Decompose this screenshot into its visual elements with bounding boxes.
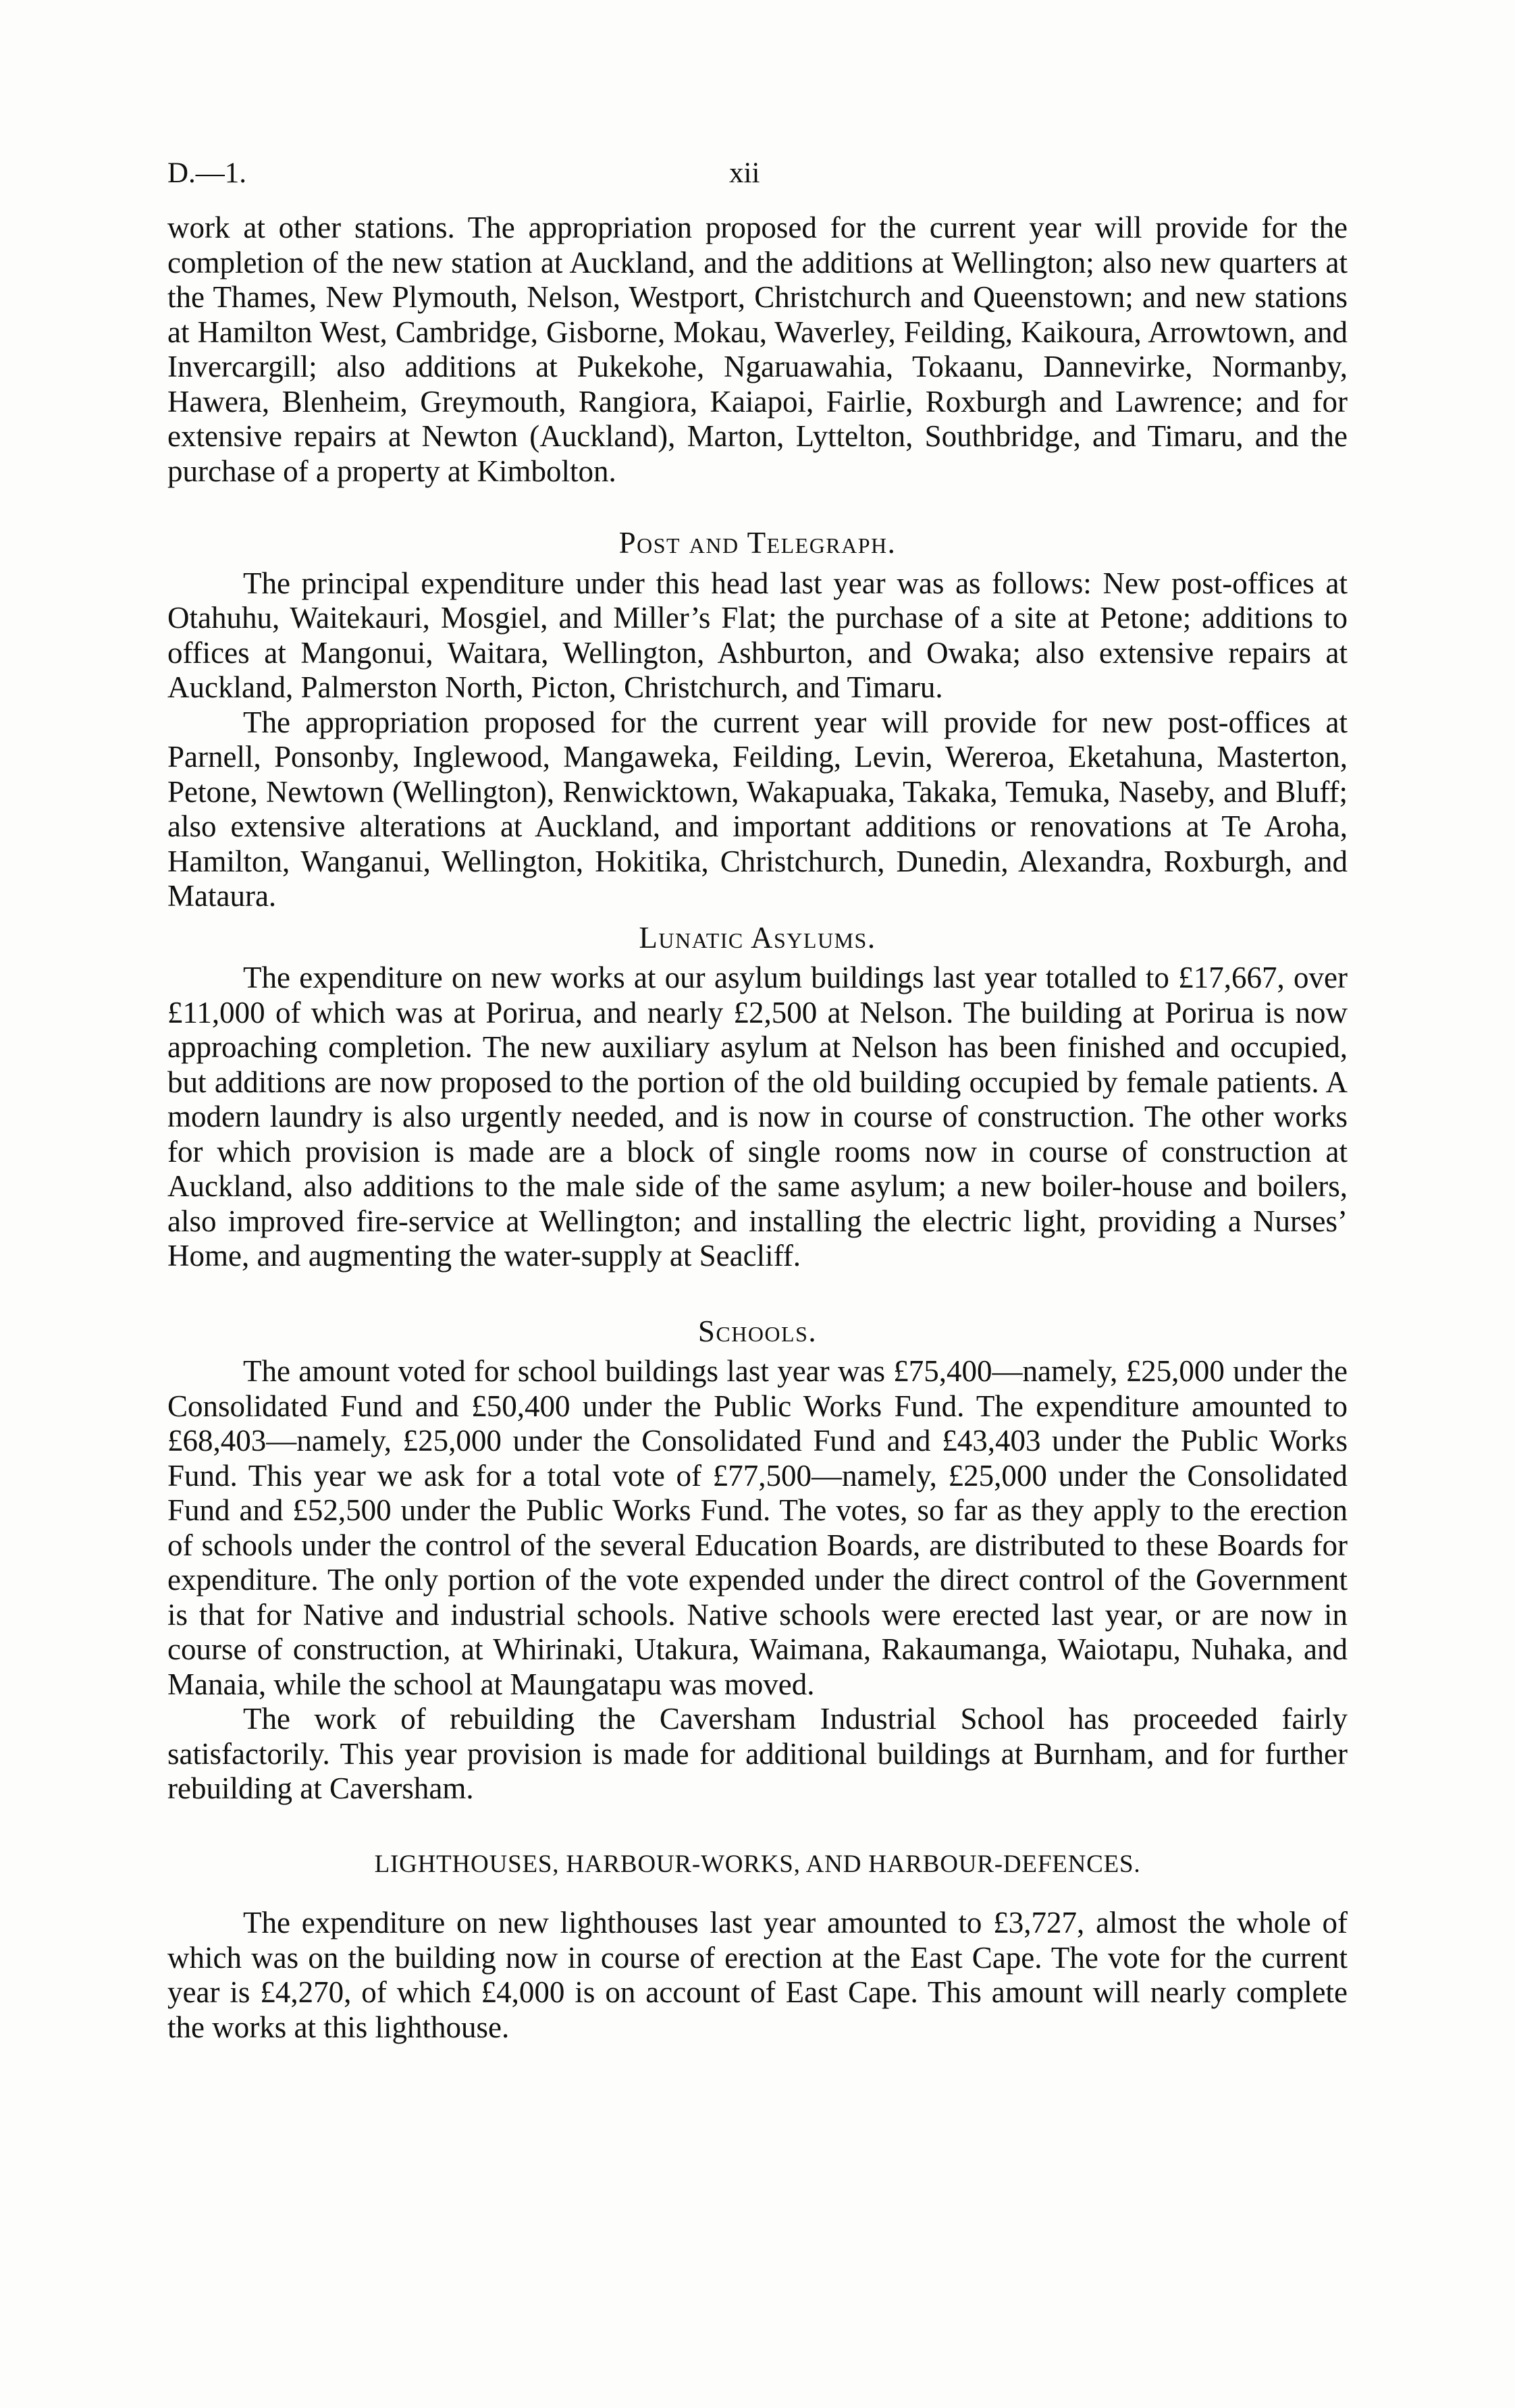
body-text	[167, 211, 1348, 2045]
paragraph-caversham: The work of rebuilding the Caversham Industrial School has proceeded fairly satisfactorily. This year provision is made for additional buildings at Burnham, and for further rebuilding at Caversham.	[167, 1702, 1348, 1805]
paragraph-school-vote: The amount voted for school buildings last year was £75,400—namely, £25,000 under the Consolidated Fund and £50,400 under the Public Works Fund. The expenditure amounted to £68,403—namely, £25,000 under the Consolidated Fund and £43,403 under the Public Works Fund. This year we ask for a total vote of £77,500—namely, £25,000 under the Consolidated Fund and £52,500 under the Public Works Fund. The votes, so far as they apply to the erection of schools under the control of the several Education Boards, are distributed to these Boards for expenditure. The only portion of the vote expended under the direct control of the Government is that for Native and industrial schools. Native schools were erected last year, or are now in course of construction, at Whirinaki, Utakura, Waimana, Rakaumanga, Waiotapu, Nuhaka, and Manaia, while the school at Maungatapu was moved.	[167, 1354, 1348, 1701]
heading-post-and-telegraph: Post and Telegraph.	[618, 526, 897, 560]
heading-lunatic-asylums: Lunatic Asylums.	[639, 920, 876, 955]
heading-schools: Schools.	[697, 1314, 818, 1348]
paragraph-post-expenditure: The principal expenditure under this head last year was as follows: New post-offices at Otahuhu, Waitekauri, Mosgiel, and Miller’s Flat; the purchase of a site at Petone; additions to offices at Mangonui, Waitara, Wellington, Ashburton, and Owaka; also extensive repairs at Auckland, Palmerston North, Picton, Christchurch, and Timaru.	[167, 566, 1348, 704]
page-reference: D.—1.	[167, 157, 247, 189]
paragraph-post-appropriation: The appropriation proposed for the current year will provide for new post-offices at Parnell, Ponsonby, Inglewood, Mangaweka, Feilding, Levin, Wereroa, Eketahuna, Masterton, Petone, Newtown (Wellington), Renwicktown, Wakapuaka, Takaka, Temuka, Naseby, and Bluff; also extensive alterations at Auckland, and important additions or renovations at Te Aroha, Hamilton, Wanganui, Wellington, Hokitika, Christchurch, Dunedin, Alexandra, Roxburgh, and Mataura.	[167, 705, 1348, 913]
paragraph-lighthouse-expenditure: The expenditure on new lighthouses last year amounted to £3,727, almost the whole of which was on the building now in course of erection at the East Cape. The vote for the current year is £4,270, of which £4,000 is on account of East Cape. This amount will nearly complete the works at this lighthouse.	[167, 1906, 1348, 2044]
page-number: xii	[729, 157, 760, 189]
paragraph-asylum-expenditure: The expenditure on new works at our asylum buildings last year totalled to £17,667, over £11,000 of which was at Porirua, and nearly £2,500 at Nelson. The building at Porirua is now approaching completion. The new auxiliary asylum at Nelson has been finished and occupied, but additions are now proposed to the portion of the old building occupied by female patients. A modern laundry is also urgently needed, and is now in course of construction. The other works for which provision is made are a block of single rooms now in course of construction at Auckland, also additions to the male side of the same asylum; a new boiler-house and boilers, also improved fire-service at Wellington; and installing the electric light, providing a Nurses’ Home, and augmenting the water-supply at Seacliff.	[167, 961, 1348, 1273]
heading-lighthouses-harbour: LIGHTHOUSES, HARBOUR-WORKS, AND HARBOUR-DEFENCES.	[374, 1850, 1141, 1878]
paragraph-stations-continued: work at other stations. The appropriation proposed for the current year will provide for the completion of the new station at Auckland, and the additions at Wellington; also new quarters at the Thames, New Plymouth, Nelson, Westport, Christchurch and Queenstown; and new stations at Hamilton West, Cambridge, Gisborne, Mokau, Waverley, Feilding, Kaikoura, Arrowtown, and Invercargill; also additions at Pukekohe, Ngaruawahia, Tokaanu, Dannevirke, Normanby, Hawera, Blenheim, Greymouth, Rangiora, Kaiapoi, Fairlie, Roxburgh and Lawrence; and for extensive repairs at Newton (Auckland), Marton, Lyttelton, Southbridge, and Timaru, and the purchase of a property at Kimbolton.	[167, 211, 1348, 488]
